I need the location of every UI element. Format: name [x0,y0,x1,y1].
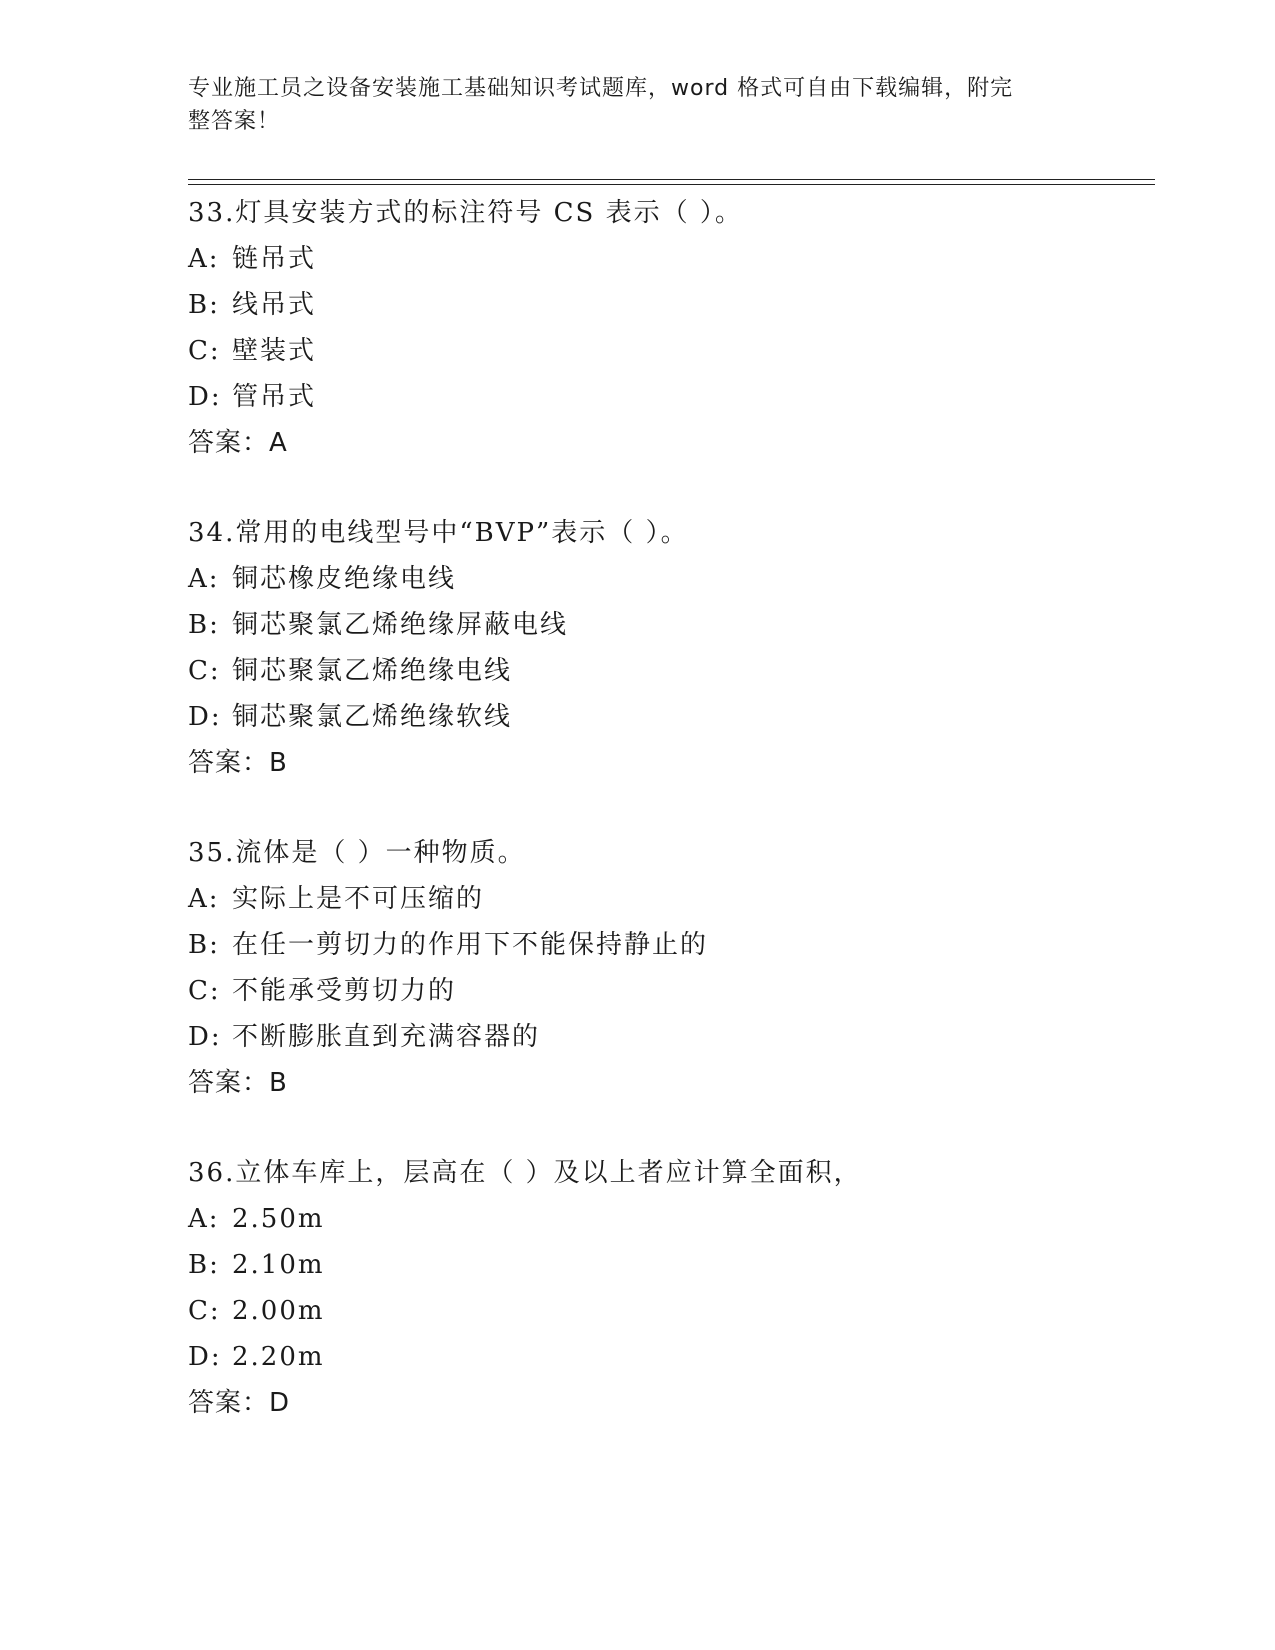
option-text: 铜芯聚氯乙烯绝缘电线 [232,656,513,686]
header-line-2: 整答案！ [188,109,281,134]
answer-line: 答案：B [188,748,288,778]
answer-line: 答案：D [188,1388,291,1418]
option-d [188,374,1148,420]
option-letter: D: [188,702,222,732]
question-stem: 36.立体车库上，层高在（ ）及以上者应计算全面积， [188,1158,862,1188]
option-letter: A: [188,1204,220,1234]
option-a [188,556,1148,602]
option-text: 2.20m [232,1342,325,1372]
option-c [188,648,1148,694]
option-text: 铜芯聚氯乙烯绝缘软线 [232,702,513,732]
option-letter: A: [188,244,220,274]
question-stem: 35.流体是（ ）一种物质。 [188,838,526,868]
option-b [188,282,1148,328]
option-text: 链吊式 [232,244,317,274]
option-a [188,876,1148,922]
option-c [188,328,1148,374]
option-letter: C: [188,976,221,1006]
option-b [188,1242,1148,1288]
header-line-1: 专业施工员之设备安装施工基础知识考试题库，word 格式可自由下载编辑，附完 [188,76,1014,101]
option-text: 实际上是不可压缩的 [232,884,485,914]
option-c [188,1288,1148,1334]
option-b [188,922,1148,968]
question-36 [188,1150,1148,1426]
option-text: 不能承受剪切力的 [232,976,457,1006]
option-d [188,694,1148,740]
question-stem: 34.常用的电线型号中“BVP”表示（ ）。 [188,518,689,548]
question-34 [188,510,1148,786]
option-letter: C: [188,656,221,686]
question-35 [188,830,1148,1106]
option-letter: A: [188,564,220,594]
option-text: 2.10m [232,1250,325,1280]
option-letter: B: [188,290,220,320]
document-header [188,72,1068,138]
option-text: 2.00m [232,1296,325,1326]
header-divider-bottom [188,184,1155,185]
option-a [188,236,1148,282]
header-divider-top [188,179,1155,180]
answer-line: 答案：B [188,1068,288,1098]
option-letter: B: [188,1250,220,1280]
option-text: 2.50m [232,1204,325,1234]
option-d [188,1334,1148,1380]
option-letter: B: [188,930,220,960]
option-d [188,1014,1148,1060]
option-c [188,968,1148,1014]
question-stem: 33.灯具安装方式的标注符号 CS 表示（ ）。 [188,198,743,228]
option-text: 管吊式 [232,382,317,412]
option-text: 在任一剪切力的作用下不能保持静止的 [232,930,709,960]
option-letter: D: [188,1022,222,1052]
answer-line: 答案：A [188,428,288,458]
option-letter: C: [188,336,221,366]
option-letter: D: [188,1342,222,1372]
option-a [188,1196,1148,1242]
option-text: 铜芯聚氯乙烯绝缘屏蔽电线 [232,610,569,640]
option-text: 铜芯橡皮绝缘电线 [232,564,457,594]
question-33 [188,190,1148,466]
option-letter: A: [188,884,220,914]
option-letter: C: [188,1296,221,1326]
option-letter: B: [188,610,220,640]
option-text: 壁装式 [232,336,317,366]
option-b [188,602,1148,648]
option-text: 不断膨胀直到充满容器的 [232,1022,541,1052]
option-text: 线吊式 [232,290,317,320]
option-letter: D: [188,382,222,412]
